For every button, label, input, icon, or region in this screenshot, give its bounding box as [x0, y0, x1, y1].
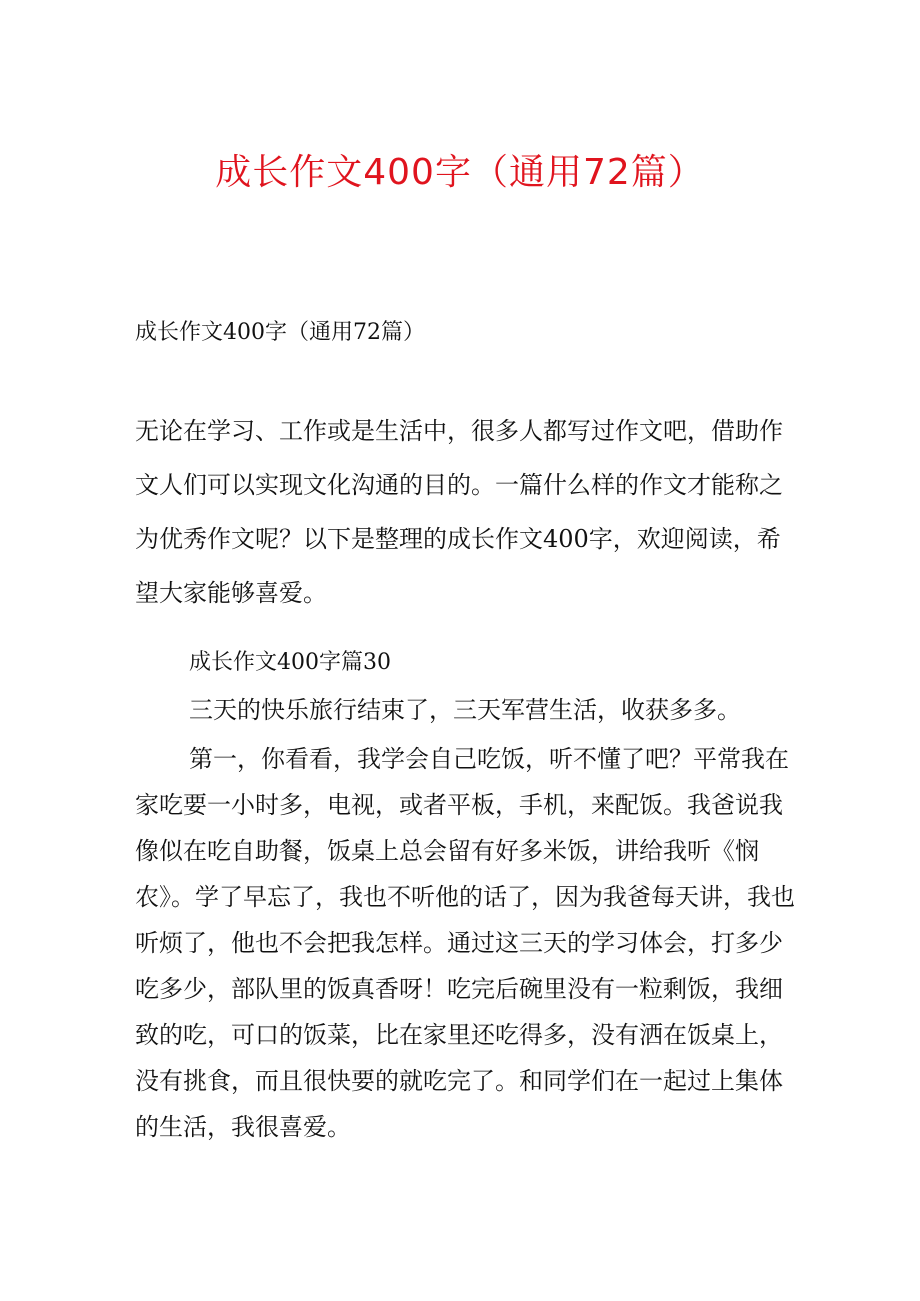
document-subtitle: 成长作文400字（通用72篇）	[135, 320, 425, 345]
body-paragraph-1: 三天的快乐旅行结束了，三天军营生活，收获多多。	[189, 696, 741, 724]
section-heading: 成长作文400字篇30	[189, 650, 391, 675]
body-paragraph-2: 第一，你看看，我学会自己吃饭，听不懂了吧？平常我在家吃要一小时多，电视，或者平板，手机，来配饭。我爸说我像似在吃自助餐，饭桌上总会留有好多米饭，讲给我听《悯农》。学了早忘了，我也不听他的话了，因为我爸每天讲，我也听烦了，他也不会把我怎样。通过这三天的学习体会，打多少吃多少，部队里的饭真香呀！吃完后碗里没有一粒剩饭，我细致的吃，可口的饭菜，比在家里还吃得多，没有洒在饭桌上，没有挑食，而且很快要的就吃完了。和同学们在一起过上集体的生活，我很喜爱。	[135, 745, 795, 1141]
intro-paragraph: 无论在学习、工作或是生活中，很多人都写过作文吧，借助作文人们可以实现文化沟通的目的。一篇什么样的作文才能称之为优秀作文呢？以下是整理的成长作文400字，欢迎阅读，希望大家能够喜爱。	[135, 417, 783, 607]
document-title: 成长作文400字（通用72篇）	[215, 152, 705, 193]
